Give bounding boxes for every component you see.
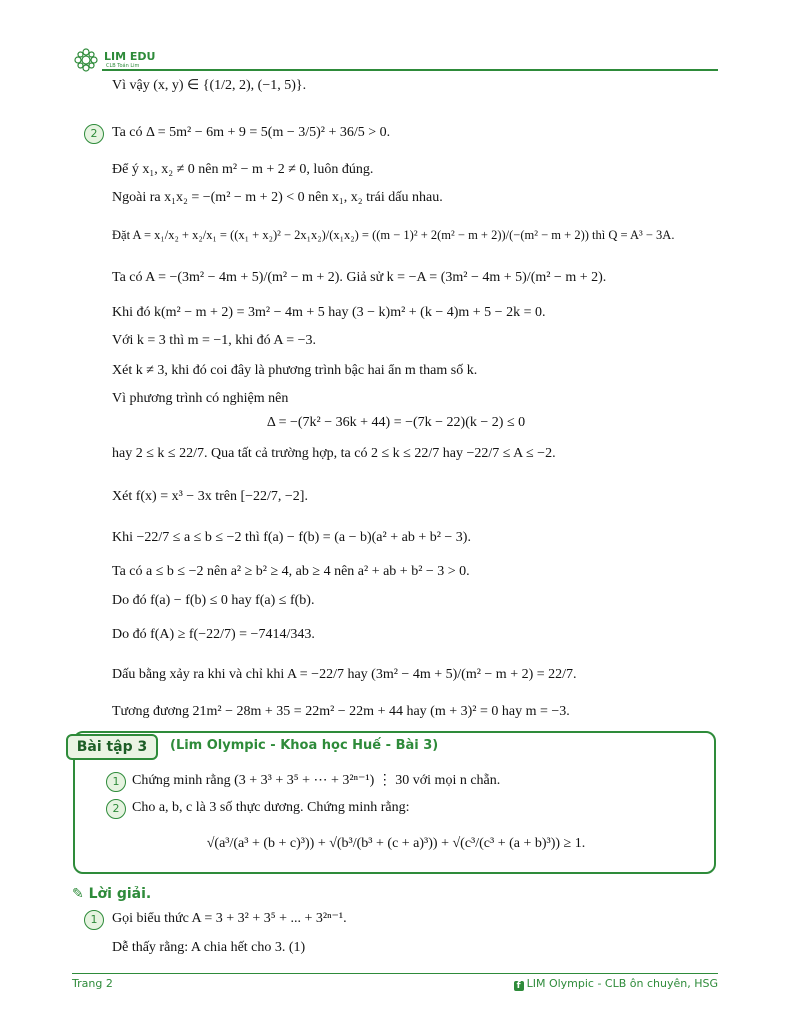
lim-edu-logo-icon	[72, 46, 100, 74]
product-line: Ngoài ra x₁x₂ = −(m² − m + 2) < 0 nên x₁, x₂ trái dấu nhau.	[112, 190, 443, 205]
solution-part-1-marker: 1	[84, 910, 104, 930]
exercise-part-2-text: Cho a, b, c là 3 số thực dương. Chứng minh rằng:	[132, 800, 410, 815]
k-range-line: hay 2 ≤ k ≤ 22/7. Qua tất cả trường hợp, ta có 2 ≤ k ≤ 22/7 hay −22/7 ≤ A ≤ −2.	[112, 446, 556, 461]
page-header	[70, 44, 718, 72]
inequality-line: √(a³/(a³ + (b + c)³)) + √(b³/(b³ + (c + a)³)) + √(c³/(c³ + (a + b)³)) ≥ 1.	[206, 836, 586, 851]
exercise-part-2-marker: 2	[106, 799, 126, 819]
k-not-3-line: Xét k ≠ 3, khi đó coi đây là phương trình bậc hai ẩn m tham số k.	[112, 363, 478, 378]
brand-subtitle: CLB Toán Lim	[106, 63, 140, 69]
footer-credit-text: LIM Olympic - CLB ôn chuyên, HSG	[526, 977, 718, 990]
exercise-part-1-text: Chứng minh rằng (3 + 3³ + 3⁵ + ⋯ + 3²ⁿ⁻¹) ⋮ 30 với mọi n chẵn.	[132, 773, 501, 788]
solution-heading-text: Lời giải.	[88, 886, 152, 902]
k-equals-3-line: Với k = 3 thì m = −1, khi đó A = −3.	[112, 333, 317, 348]
exercise-tab: Bài tập 3	[66, 734, 158, 760]
conclusion-line: Vì vậy (x, y) ∈ {(1/2, 2), (−1, 5)}.	[112, 78, 307, 93]
has-root-line: Vì phương trình có nghiệm nên	[112, 391, 289, 406]
discriminant-line: Δ = −(7k² − 36k + 44) = −(7k − 22)(k − 2) ≤ 0	[266, 415, 526, 430]
function-line: Xét f(x) = x³ − 3x trên [−22/7, −2].	[112, 489, 308, 504]
facebook-icon: f	[514, 981, 524, 991]
solution-heading	[72, 886, 151, 902]
header-rule	[102, 69, 718, 71]
footer-credit	[514, 977, 718, 991]
monotone-line: Do đó f(a) − f(b) ≤ 0 hay f(a) ≤ f(b).	[112, 593, 315, 608]
a-expression-line: Ta có A = −(3m² − 4m + 5)/(m² − m + 2). Giả sử k = −A = (3m² − 4m + 5)/(m² − m + 2).	[112, 270, 607, 285]
minimum-line: Do đó f(A) ≥ f(−22/7) = −7414/343.	[112, 627, 315, 642]
delta-line: Ta có Δ = 5m² − 6m + 9 = 5(m − 3/5)² + 36/5 > 0.	[112, 125, 391, 140]
observation-line: Để ý x₁, x₂ ≠ 0 nên m² − m + 2 ≠ 0, luôn đúng.	[112, 162, 374, 177]
difference-line: Khi −22/7 ≤ a ≤ b ≤ −2 thì f(a) − f(b) = (a − b)(a² + ab + b² − 3).	[112, 530, 471, 545]
pencil-icon: ✎	[72, 886, 84, 902]
define-a-line: Đặt A = x₁/x₂ + x₂/x₁ = ((x₁ + x₂)² − 2x₁x₂)/(x₁x₂) = ((m − 1)² + 2(m² − m + 2))/(−(m² − m + 2)) thì Q = A³ − 3A.	[112, 228, 675, 242]
solution-line-1: Gọi biểu thức A = 3 + 3² + 3⁵ + ... + 3²ⁿ⁻¹.	[112, 911, 347, 926]
exercise-part-1-marker: 1	[106, 772, 126, 792]
footer-rule	[72, 973, 718, 974]
k-equation-line: Khi đó k(m² − m + 2) = 3m² − 4m + 5 hay (3 − k)m² + (k − 4)m + 5 − 2k = 0.	[112, 305, 546, 320]
positive-line: Ta có a ≤ b ≤ −2 nên a² ≥ b² ≥ 4, ab ≥ 4 nên a² + ab + b² − 3 > 0.	[112, 564, 470, 579]
page-number: Trang 2	[72, 977, 113, 990]
final-line: Tương đương 21m² − 28m + 35 = 22m² − 22m + 44 hay (m + 3)² = 0 hay m = −3.	[112, 704, 570, 719]
brand-name: LIM EDU	[104, 50, 156, 63]
equality-line: Dấu bằng xảy ra khi và chỉ khi A = −22/7 hay (3m² − 4m + 5)/(m² − m + 2) = 22/7.	[112, 667, 577, 682]
exercise-title: (Lim Olympic - Khoa học Huế - Bài 3)	[170, 738, 439, 753]
solution-line-2: Dễ thấy rằng: A chia hết cho 3. (1)	[112, 940, 306, 955]
part-2-marker: 2	[84, 124, 104, 144]
